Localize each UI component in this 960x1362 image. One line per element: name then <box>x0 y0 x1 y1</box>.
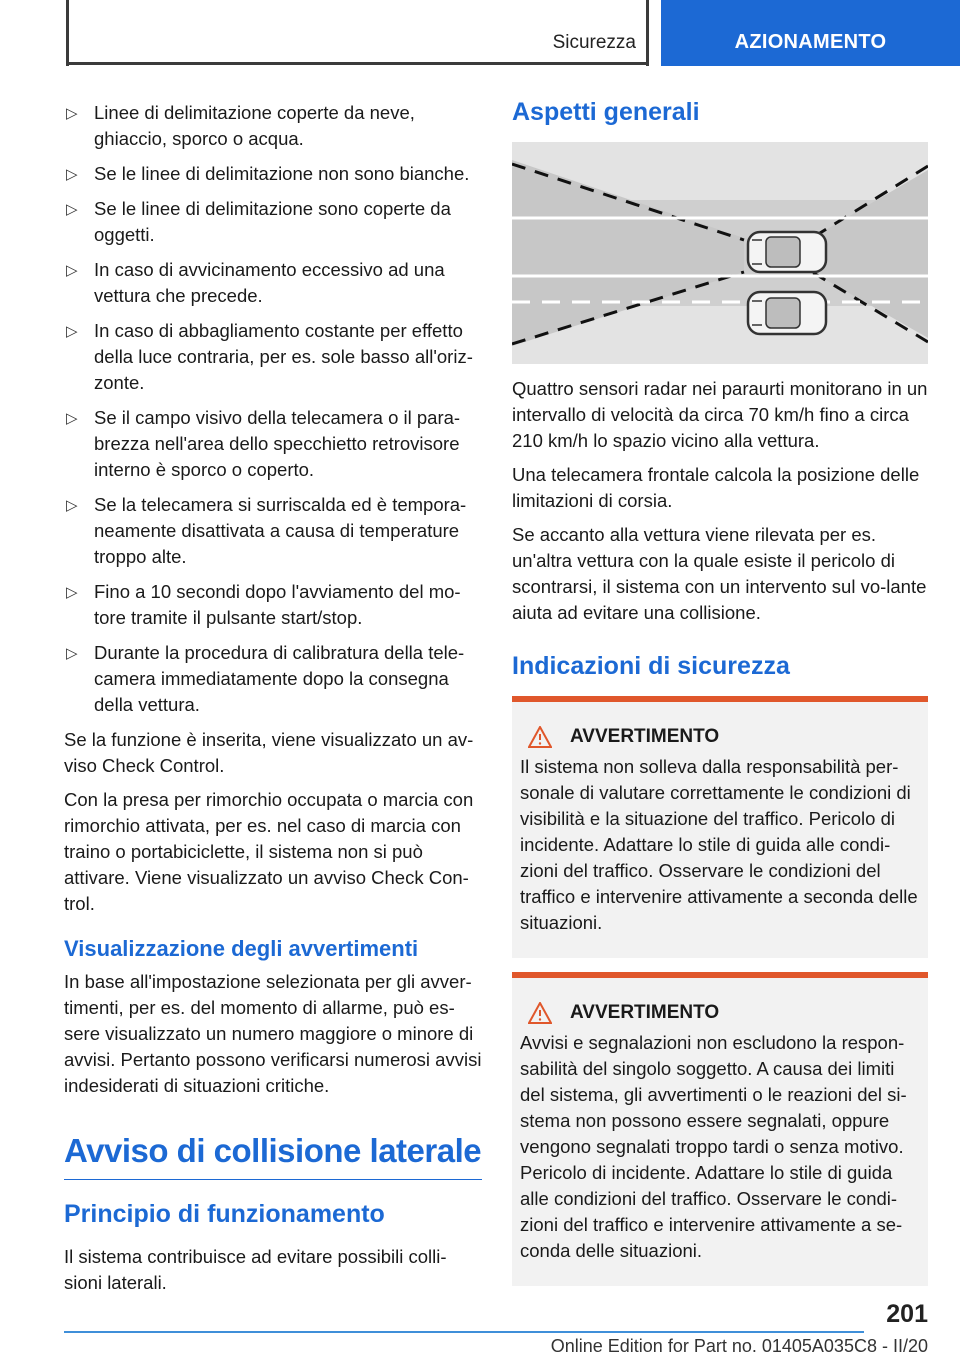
list-item: ▷ In caso di abbagliamento costante per effetto della luce contraria, per es. sole basso all'oriz-zonte. <box>66 320 473 393</box>
warning-triangle-icon <box>528 726 552 748</box>
car-bottom <box>748 292 826 334</box>
section-heading-safety: Indicazioni di sicurezza <box>512 652 790 680</box>
triangle-bullet-icon: ▷ <box>66 105 78 122</box>
car-top <box>748 232 826 272</box>
list-item: ▷ Linee di delimitazione coperte da neve, ghiaccio, sporco o acqua. <box>66 102 415 149</box>
paragraph: In base all'impostazione selezionata per gli avver-timenti, per es. del momento di allarme, può es-sere visualizzato un numero maggiore o minore di avvisi. Pertanto possono verificarsi numerosi avvisi indesiderati di situazioni critiche. <box>64 971 482 1096</box>
triangle-bullet-icon: ▷ <box>66 584 78 601</box>
limitations-list <box>64 100 482 718</box>
paragraph: Se accanto alla vettura viene rilevata per es. un'altra vettura con la quale esiste il pericolo di scontrarsi, il sistema con un intervento sul vo-lante aiuta ad evitare una collisione. <box>512 524 927 623</box>
list-item: ▷ Fino a 10 secondi dopo l'avviamento del mo-tore tramite il pulsante start/stop. <box>66 581 461 628</box>
triangle-bullet-icon: ▷ <box>66 262 78 279</box>
warning-title: AVVERTIMENTO <box>520 1002 920 1024</box>
list-item: ▷ Se la telecamera si surriscalda ed è tempora-neamente disattivata a causa di temperature troppo alte. <box>66 494 467 567</box>
paragraph: Con la presa per rimorchio occupata o marcia con rimorchio attivata, per es. nel caso di marcia con traino o portabiciclette, il sistema non si può attivare. Viene visualizzato un avviso Check Con-trol. <box>64 789 474 914</box>
paragraph: Il sistema contribuisce ad evitare possibili colli-sioni laterali. <box>64 1246 447 1293</box>
paragraph: Quattro sensori radar nei paraurti monitorano in un intervallo di velocità da circa 70 km/h fino a circa 210 km/h lo spazio vicino alla vettura. <box>512 378 928 451</box>
triangle-bullet-icon: ▷ <box>66 645 78 662</box>
section-heading: Principio di funzionamento <box>64 1200 385 1228</box>
header-separator <box>646 0 649 66</box>
list-item: ▷ Se il campo visivo della telecamera o il para-brezza nell'area dello specchietto retrovisore interno è sporco o coperto. <box>66 407 461 480</box>
warning-triangle-icon <box>528 1002 552 1024</box>
page-number: 201 <box>886 1300 928 1328</box>
warning-text: Il sistema non solleva dalla responsabilità per-sonale di valutare correttamente le condizioni di visibilità e la situazione del traffico. Pericolo di incidente. Adattare lo stile di guida alle condi-zioni del traffico. Osservare le condizioni del traffico e intervenire attivamente a seconda delle situazioni. <box>520 756 918 933</box>
triangle-bullet-icon: ▷ <box>66 201 78 218</box>
warning-box <box>512 972 928 1286</box>
list-item: ▷ In caso di avvicinamento eccessivo ad una vettura che precede. <box>66 259 445 306</box>
warning-title: AVVERTIMENTO <box>520 726 920 748</box>
header-chapter-tab[interactable]: AZIONAMENTO <box>661 0 960 66</box>
footer-edition: Online Edition for Part no. 01405A035C8 - II/20 <box>550 1336 928 1356</box>
list-item: ▷ Se le linee di delimitazione non sono bianche. <box>64 161 482 187</box>
header-left-rule <box>66 0 69 66</box>
chapter-heading: Avviso di collisione laterale <box>64 1131 482 1180</box>
warning-box <box>512 696 928 958</box>
triangle-bullet-icon: ▷ <box>66 323 78 340</box>
left-column <box>64 100 482 1304</box>
triangle-bullet-icon: ▷ <box>66 497 78 514</box>
subheading-warnings-display: Visualizzazione degli avvertimenti <box>64 936 419 961</box>
footer-rule <box>64 1331 864 1333</box>
list-item: ▷ Se le linee di delimitazione sono coperte da oggetti. <box>66 198 451 245</box>
triangle-bullet-icon: ▷ <box>66 166 78 183</box>
right-column <box>512 96 928 1300</box>
header-section-label[interactable]: Sicurezza <box>552 32 636 53</box>
list-item: ▷ Durante la procedura di calibratura della tele-camera immediatamente dopo la consegna della vettura. <box>66 642 465 715</box>
warning-text: Avvisi e segnalazioni non escludono la respon-sabilità del singolo soggetto. A causa dei limiti del sistema, gli avvertimenti o le reazioni del si-stema non possono essere segnalati, oppure vengono segnalati troppo tardi o senza motivo. Pericolo di incidente. Adattare lo stile di guida alle condizioni del traffico. Osservare le condi-zioni del traffico e intervenire attivamente a se-conda delle situazioni. <box>520 1032 907 1261</box>
paragraph: Se la funzione è inserita, viene visualizzato un av-viso Check Control. <box>64 729 474 776</box>
triangle-bullet-icon: ▷ <box>66 410 78 427</box>
section-heading-general: Aspetti generali <box>512 98 700 126</box>
radar-coverage-illustration <box>512 142 928 364</box>
header-bottom-rule <box>66 62 648 65</box>
paragraph: Una telecamera frontale calcola la posizione delle limitazioni di corsia. <box>512 464 920 511</box>
